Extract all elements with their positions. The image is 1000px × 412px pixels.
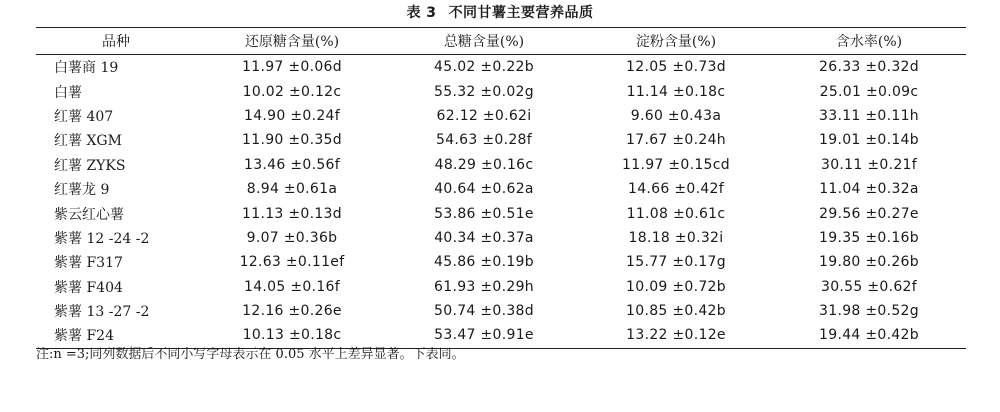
variety-cell: 红薯龙 9 xyxy=(54,182,110,199)
starch-cell: 13.22 ±0.12e xyxy=(626,327,726,344)
reducing-sugar-cell: 11.13 ±0.13d xyxy=(242,205,342,222)
table-row xyxy=(36,250,966,274)
table-row xyxy=(36,79,966,103)
starch-cell: 11.08 ±0.61c xyxy=(626,205,726,222)
total-sugar-cell: 53.86 ±0.51e xyxy=(434,205,534,222)
moisture-cell: 19.44 ±0.42b xyxy=(819,327,919,344)
reducing-sugar-cell: 10.02 ±0.12c xyxy=(242,83,342,100)
starch-cell: 18.18 ±0.32i xyxy=(628,229,724,246)
col-header-total-sugar: 总糖含量(%) xyxy=(443,34,525,50)
total-sugar-cell: 40.34 ±0.37a xyxy=(434,229,534,246)
col-header-variety: 品种 xyxy=(102,34,130,50)
variety-cell: 红薯 XGM xyxy=(54,133,122,150)
table-note: 注:n =3;同列数据后不同小写字母表示在 0.05 水平上差异显著。下表同。 xyxy=(36,347,465,362)
starch-cell: 9.60 ±0.43a xyxy=(630,107,722,124)
moisture-cell: 11.04 ±0.32a xyxy=(819,181,919,198)
table-row xyxy=(36,299,966,323)
starch-cell: 14.66 ±0.42f xyxy=(628,181,724,198)
reducing-sugar-cell: 11.97 ±0.06d xyxy=(242,59,342,76)
total-sugar-cell: 45.86 ±0.19b xyxy=(434,254,534,271)
total-sugar-cell: 53.47 ±0.91e xyxy=(434,327,534,344)
variety-cell: 紫薯 13 -27 -2 xyxy=(54,304,150,321)
reducing-sugar-cell: 13.46 ±0.56f xyxy=(244,156,340,173)
reducing-sugar-cell: 12.16 ±0.26e xyxy=(242,303,342,320)
moisture-cell: 25.01 ±0.09c xyxy=(819,83,919,100)
variety-cell: 紫云红心薯 xyxy=(54,206,124,223)
table-number: 表 3 xyxy=(406,5,437,21)
moisture-cell: 19.80 ±0.26b xyxy=(819,254,919,271)
table-row xyxy=(36,226,966,250)
total-sugar-cell: 50.74 ±0.38d xyxy=(434,303,534,320)
moisture-cell: 33.11 ±0.11h xyxy=(819,107,919,124)
moisture-cell: 30.55 ±0.62f xyxy=(821,278,917,295)
total-sugar-cell: 55.32 ±0.02g xyxy=(434,83,534,100)
reducing-sugar-cell: 10.13 ±0.18c xyxy=(242,327,342,344)
table-row xyxy=(36,153,966,177)
moisture-cell: 19.01 ±0.14b xyxy=(819,132,919,149)
col-header-starch: 淀粉含量(%) xyxy=(635,34,717,50)
col-header-moisture: 含水率(%) xyxy=(835,34,903,50)
table-row xyxy=(36,128,966,152)
reducing-sugar-cell: 9.07 ±0.36b xyxy=(246,229,338,246)
table-row xyxy=(36,104,966,128)
table-row xyxy=(36,201,966,225)
variety-cell: 白薯商 19 xyxy=(54,60,119,77)
moisture-cell: 19.35 ±0.16b xyxy=(819,229,919,246)
col-header-reducing-sugar: 还原糖含量(%) xyxy=(244,34,340,50)
reducing-sugar-cell: 14.90 ±0.24f xyxy=(244,107,340,124)
moisture-cell: 26.33 ±0.32d xyxy=(819,59,919,76)
table-row xyxy=(36,177,966,201)
table-row xyxy=(36,323,966,348)
table-body xyxy=(36,55,966,349)
variety-cell: 紫薯 12 -24 -2 xyxy=(54,230,150,247)
table-header xyxy=(36,28,966,55)
variety-cell: 紫薯 F404 xyxy=(54,279,123,296)
total-sugar-cell: 48.29 ±0.16c xyxy=(434,156,534,173)
variety-cell: 红薯 ZYKS xyxy=(54,157,126,174)
reducing-sugar-cell: 8.94 ±0.61a xyxy=(246,181,338,198)
table-title: 不同甘薯主要营养品质 xyxy=(448,5,594,21)
total-sugar-cell: 61.93 ±0.29h xyxy=(434,278,534,295)
moisture-cell: 29.56 ±0.27e xyxy=(819,205,919,222)
header-row xyxy=(36,28,966,55)
starch-cell: 17.67 ±0.24h xyxy=(626,132,726,149)
table-row xyxy=(36,275,966,299)
table-caption xyxy=(0,4,1000,22)
total-sugar-cell: 45.02 ±0.22b xyxy=(434,59,534,76)
moisture-cell: 31.98 ±0.52g xyxy=(819,303,919,320)
total-sugar-cell: 62.12 ±0.62i xyxy=(436,107,532,124)
reducing-sugar-cell: 14.05 ±0.16f xyxy=(244,278,340,295)
starch-cell: 10.09 ±0.72b xyxy=(626,278,726,295)
starch-cell: 15.77 ±0.17g xyxy=(626,254,726,271)
starch-cell: 10.85 ±0.42b xyxy=(626,303,726,320)
moisture-cell: 30.11 ±0.21f xyxy=(821,156,917,173)
total-sugar-cell: 40.64 ±0.62a xyxy=(434,181,534,198)
table-row xyxy=(36,55,966,80)
reducing-sugar-cell: 12.63 ±0.11ef xyxy=(239,254,345,271)
total-sugar-cell: 54.63 ±0.28f xyxy=(436,132,532,149)
variety-cell: 白薯 xyxy=(54,84,82,101)
nutrition-quality-table xyxy=(36,27,966,349)
starch-cell: 11.97 ±0.15cd xyxy=(622,156,730,173)
starch-cell: 11.14 ±0.18c xyxy=(626,83,726,100)
variety-cell: 紫薯 F24 xyxy=(54,328,114,345)
starch-cell: 12.05 ±0.73d xyxy=(626,59,726,76)
variety-cell: 紫薯 F317 xyxy=(54,255,123,272)
variety-cell: 红薯 407 xyxy=(54,108,114,125)
reducing-sugar-cell: 11.90 ±0.35d xyxy=(242,132,342,149)
